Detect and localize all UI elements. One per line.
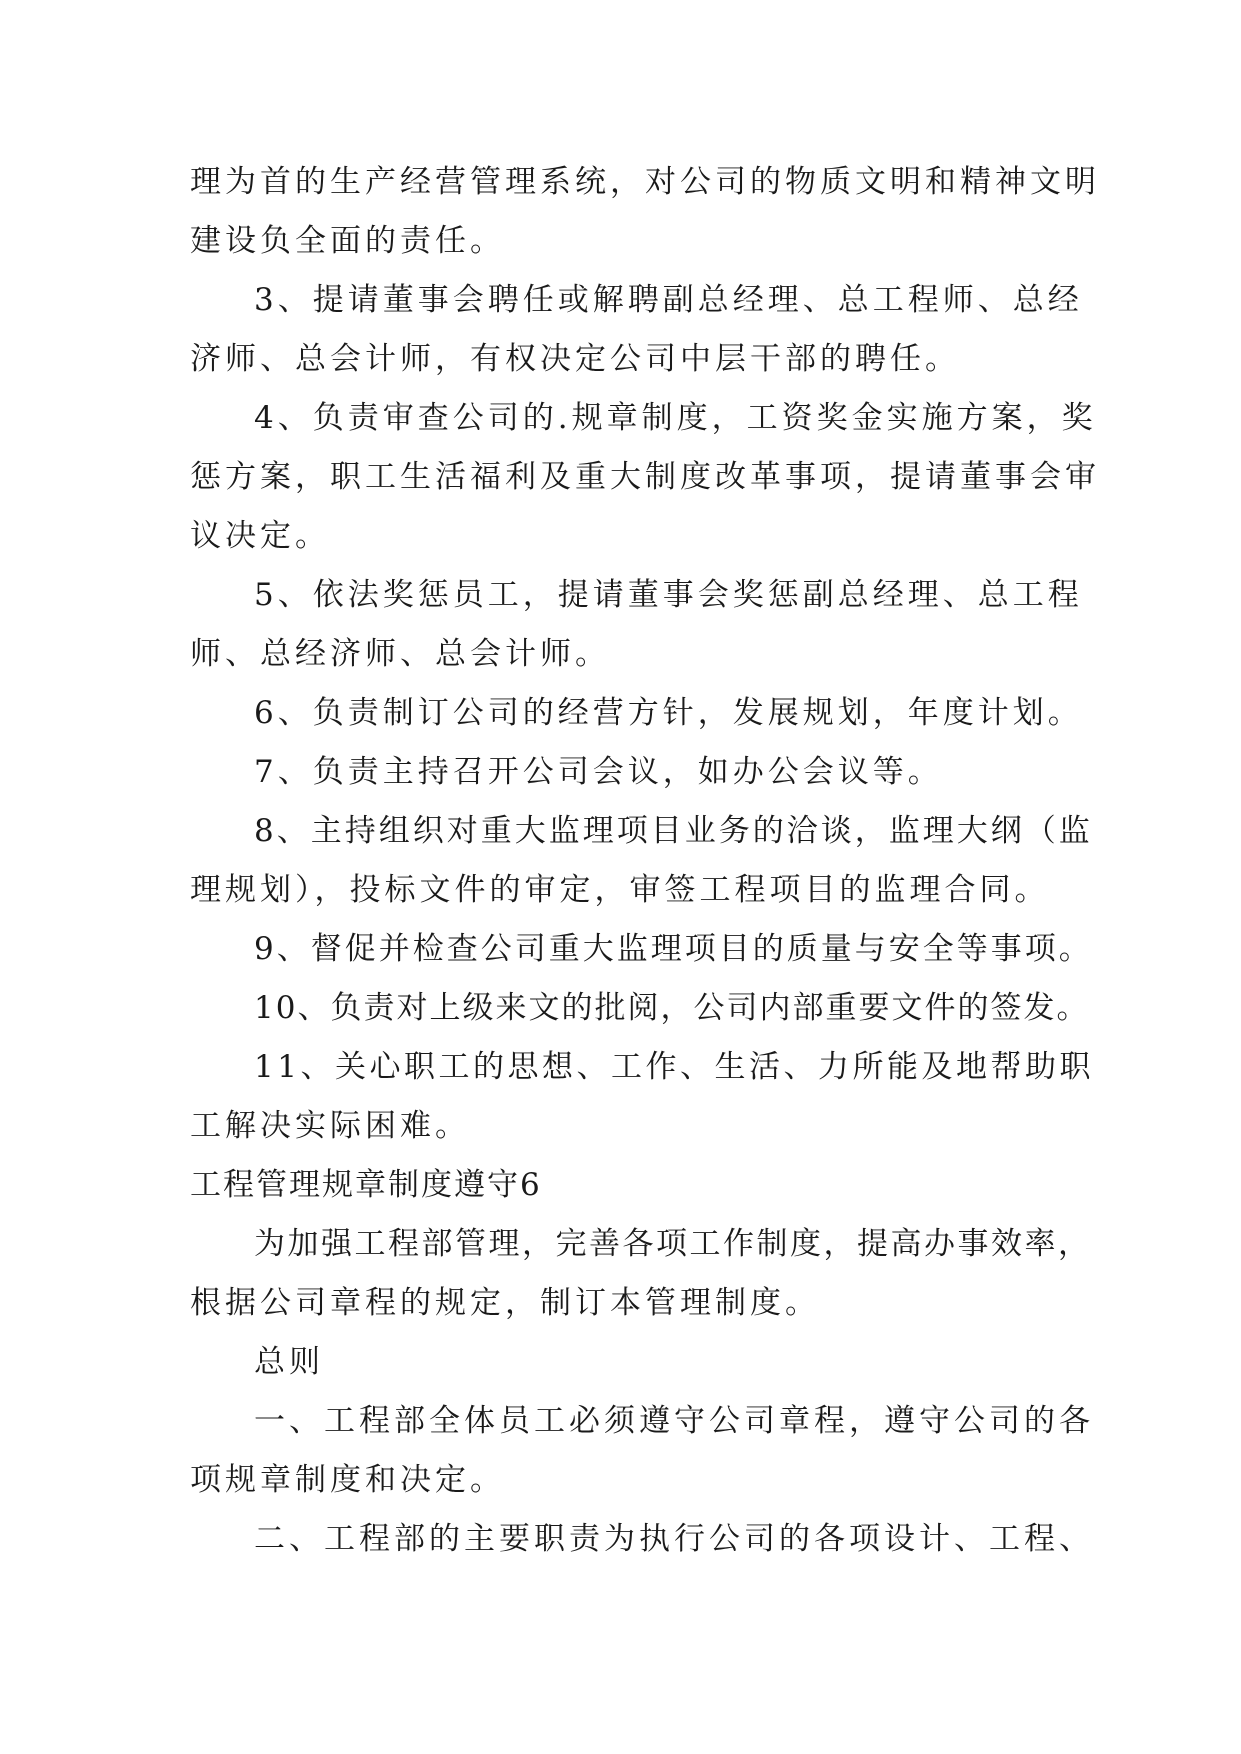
- text-line: 师、总经济师、总会计师。: [190, 636, 610, 672]
- section-heading: 工程管理规章制度遵守6: [190, 1167, 542, 1203]
- text-line: 项规章制度和决定。: [190, 1462, 505, 1498]
- text-line: 10、负责对上级来文的批阅，公司内部重要文件的签发。: [254, 990, 1090, 1026]
- text-line: 根据公司章程的规定，制订本管理制度。: [190, 1285, 820, 1321]
- text-line: 济师、总会计师，有权决定公司中层干部的聘任。: [190, 341, 960, 377]
- text-line: 议决定。: [190, 518, 330, 554]
- text-line: 3、提请董事会聘任或解聘副总经理、总工程师、总经: [254, 282, 1083, 318]
- text-line: 为加强工程部管理，完善各项工作制度，提高办事效率，: [254, 1226, 1092, 1262]
- text-line: 工解决实际困难。: [190, 1108, 470, 1144]
- text-line: 5、依法奖惩员工，提请董事会奖惩副总经理、总工程: [254, 577, 1083, 613]
- text-line: 9、督促并检查公司重大监理项目的质量与安全等事项。: [254, 931, 1093, 967]
- text-line: 8、主持组织对重大监理项目业务的洽谈，监理大纲（监: [254, 813, 1093, 849]
- document-body: [190, 153, 1100, 1569]
- text-line: 4、负责审查公司的.规章制度，工资奖金实施方案，奖: [254, 400, 1097, 436]
- text-line: 建设负全面的责任。: [190, 223, 505, 259]
- text-line: 总则: [254, 1344, 324, 1380]
- text-line: 6、负责制订公司的经营方针，发展规划，年度计划。: [254, 695, 1083, 731]
- text-line: 7、负责主持召开公司会议，如办公会议等。: [254, 754, 943, 790]
- text-line: 11、关心职工的思想、工作、生活、力所能及地帮助职: [254, 1049, 1094, 1085]
- text-line: 一、工程部全体员工必须遵守公司章程，遵守公司的各: [254, 1403, 1094, 1439]
- text-line: 理规划），投标文件的审定，审签工程项目的监理合同。: [190, 872, 1050, 908]
- text-line: 惩方案，职工生活福利及重大制度改革事项，提请董事会审: [190, 459, 1100, 495]
- text-line: 二、工程部的主要职责为执行公司的各项设计、工程、: [254, 1521, 1094, 1557]
- text-line: 理为首的生产经营管理系统，对公司的物质文明和精神文明: [190, 164, 1100, 200]
